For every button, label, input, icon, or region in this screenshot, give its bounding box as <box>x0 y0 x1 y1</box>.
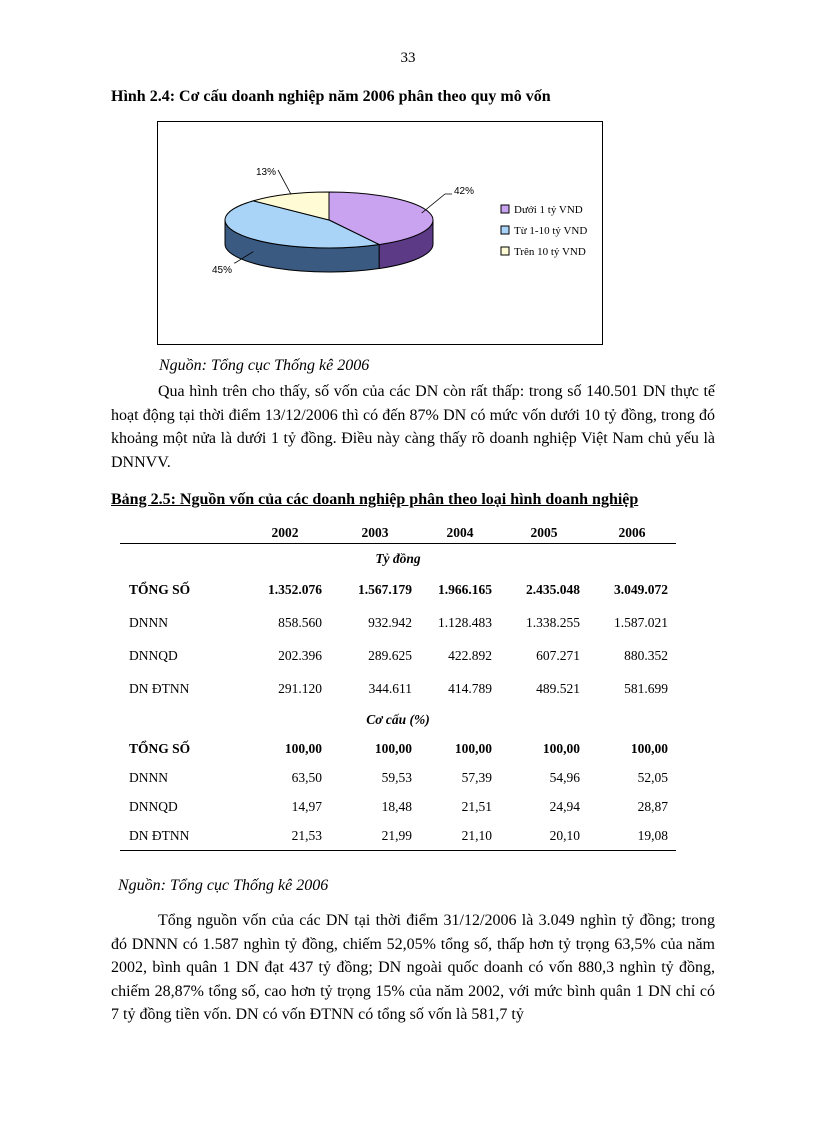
row-value: 21,53 <box>240 821 330 851</box>
row-value: 858.560 <box>278 614 322 630</box>
row-value: 414.789 <box>448 680 492 696</box>
row-value: 100,00 <box>284 740 322 756</box>
row-value: 28,87 <box>637 798 668 814</box>
row-value: 880.352 <box>624 647 668 663</box>
row-value: 54,96 <box>549 769 580 785</box>
row-value: 18,48 <box>381 798 412 814</box>
row-value: 100,00 <box>374 740 412 756</box>
row-label: DN ĐTNN <box>120 821 240 851</box>
row-value: 24,94 <box>549 798 580 814</box>
table-header-year: 2006 <box>588 522 676 544</box>
row-value: 3.049.072 <box>614 581 668 597</box>
row-value: 1.966.165 <box>438 581 492 597</box>
row-label: DNNQD <box>129 798 178 814</box>
table-row <box>120 606 676 639</box>
row-label: DN ĐTNN <box>129 680 190 696</box>
figure-caption: Hình 2.4: Cơ cấu doanh nghiệp năm 2006 phân theo quy mô vốn <box>111 88 551 105</box>
row-label: DNNN <box>129 614 168 630</box>
pie-data-label: 45% <box>211 265 232 276</box>
table-row <box>120 792 676 821</box>
unit-absolute-row-label: Tỷ đồng <box>375 550 421 566</box>
row-value: 14,97 <box>291 798 322 814</box>
row-value: 21,51 <box>461 798 492 814</box>
row-label: TỔNG SỐ <box>129 740 191 756</box>
unit-absolute-row <box>120 544 676 574</box>
row-value: 2.435.048 <box>526 581 580 597</box>
unit-structure-row-label: Cơ cấu (%) <box>366 711 430 727</box>
row-value: 932.942 <box>368 614 412 630</box>
pie-data-label: 42% <box>454 186 475 197</box>
pie-data-label: 13% <box>255 167 276 178</box>
paragraph-2: Tổng nguồn vốn của các DN tại thời điểm 31/12/2006 là 3.049 nghìn tỷ đồng; trong đó DNNN có 1.587 nghìn tỷ đồng, chiếm 52,05% tổng số, thấp hơn tỷ trọng 63,5% của năm 2002, bình quân 1 DN đạt 437 tỷ đồng; DN ngoài quốc doanh có vốn 880,3 nghìn tỷ đồng, chiếm 28,87% tổng số, cao hơn tỷ trọng 15% của năm 2002, với mức bình quân 1 DN chỉ có 7 tỷ đồng tiền vốn. DN có vốn ĐTNN có tổng số vốn là 581,7 tỷ <box>111 912 715 1023</box>
row-label: TỔNG SỐ <box>129 581 191 597</box>
row-value: 59,53 <box>381 769 412 785</box>
legend-swatch <box>501 226 509 234</box>
paragraph-1: Qua hình trên cho thấy, số vốn của các DN còn rất thấp: trong số 140.501 DN thực tế hoạt động tại thời điểm 13/12/2006 thì có đến 87% DN có mức vốn dưới 10 tỷ đồng, trong đó khoảng một nửa là dưới 1 tỷ đồng. Điều này càng thấy rõ doanh nghiệp Việt Nam chủ yếu là DNNVV. <box>111 383 715 471</box>
row-value: 581.699 <box>624 680 668 696</box>
row-value: 100,00 <box>454 740 492 756</box>
table-row <box>120 821 676 851</box>
row-value: 63,50 <box>291 769 322 785</box>
table-row <box>120 573 676 606</box>
row-value: 289.625 <box>368 647 412 663</box>
table-header-year: 2004 <box>420 522 500 544</box>
row-value: 100,00 <box>542 740 580 756</box>
page-number: 33 <box>400 50 416 66</box>
table-row <box>120 639 676 672</box>
row-label: DNNN <box>129 769 168 785</box>
legend-swatch <box>501 247 509 255</box>
row-value: 100,00 <box>630 740 668 756</box>
table-caption: Bảng 2.5: Nguồn vốn của các doanh nghiệp phân theo loại hình doanh nghiệp <box>111 491 639 508</box>
row-value: 52,05 <box>637 769 668 785</box>
row-value: 344.611 <box>368 680 412 696</box>
figure-source: Nguồn: Tổng cục Thống kê 2006 <box>159 357 370 374</box>
row-value: 1.338.255 <box>526 614 580 630</box>
pie-chart-frame <box>157 121 603 345</box>
row-value: 1.128.483 <box>438 614 492 630</box>
row-label: DNNQD <box>129 647 178 663</box>
table-header-year: 2005 <box>500 522 588 544</box>
row-value: 202.396 <box>278 647 322 663</box>
row-value: 20,10 <box>500 821 588 851</box>
table-source: Nguồn: Tổng cục Thống kê 2006 <box>118 877 329 894</box>
capital-table <box>120 522 676 851</box>
table-row <box>120 763 676 792</box>
legend-label: Từ 1-10 tỷ VND <box>514 225 588 237</box>
row-value: 1.567.179 <box>358 581 412 597</box>
table-header-year: 2003 <box>330 522 420 544</box>
row-value: 607.271 <box>536 647 580 663</box>
pie-chart <box>158 122 602 344</box>
row-value: 57,39 <box>461 769 492 785</box>
row-value: 21,10 <box>420 821 500 851</box>
legend-swatch <box>501 205 509 213</box>
table-row <box>120 672 676 705</box>
legend-label: Trên 10 tỷ VND <box>514 246 586 258</box>
row-value: 1.352.076 <box>268 581 322 597</box>
pie-leader-line <box>278 170 291 194</box>
table-row <box>120 734 676 763</box>
table-header-row <box>120 522 676 544</box>
table-header-blank <box>120 522 240 544</box>
row-value: 21,99 <box>330 821 420 851</box>
row-value: 422.892 <box>448 647 492 663</box>
row-value: 19,08 <box>588 821 676 851</box>
row-value: 489.521 <box>536 680 580 696</box>
row-value: 1.587.021 <box>614 614 668 630</box>
table-header-year: 2002 <box>240 522 330 544</box>
legend-label: Dưới 1 tỷ VND <box>514 204 583 216</box>
row-value: 291.120 <box>278 680 322 696</box>
unit-structure-row <box>120 705 676 734</box>
